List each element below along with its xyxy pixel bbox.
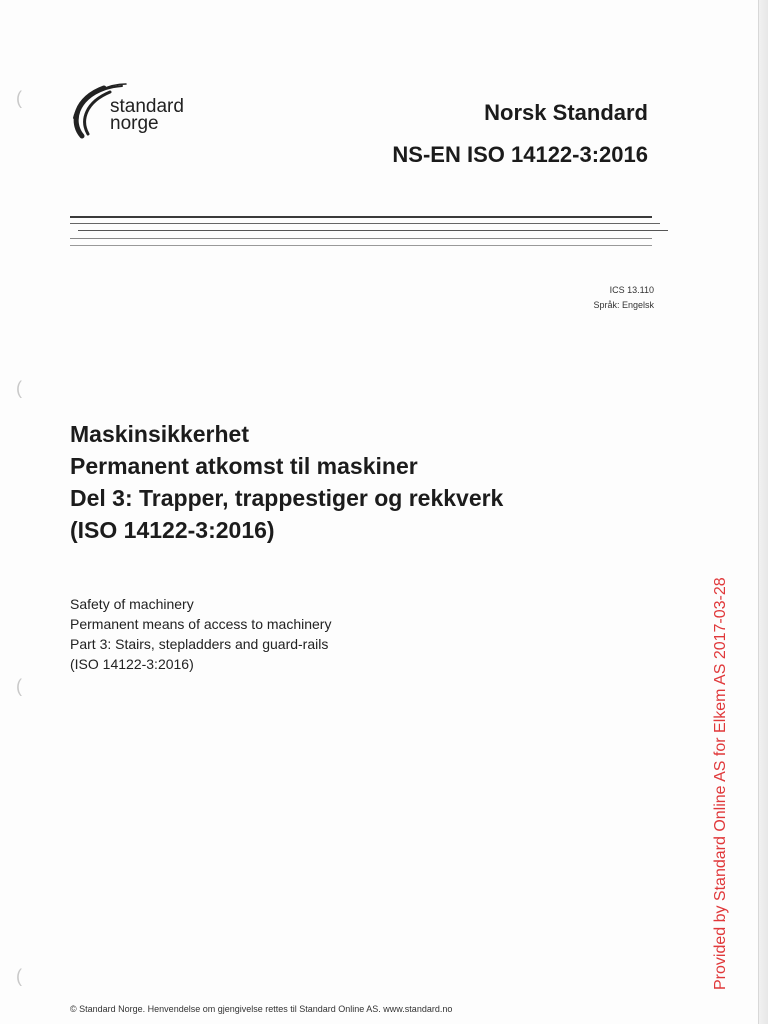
logo-line-standard: standard [110,96,184,117]
punch-hole-mark: ( [16,88,22,108]
standard-header [392,100,648,168]
punch-hole-mark: ( [16,966,22,986]
logo-line-norge: norge [110,113,159,134]
header-rule [70,245,652,246]
header-rule [70,223,660,224]
language: Språk: Engelsk [593,300,654,310]
standard-label: Norsk Standard [484,100,648,125]
title-line: Permanent atkomst til maskiner [70,453,418,479]
title-line: Safety of machinery [70,596,194,612]
standard-id: NS-EN ISO 14122-3:2016 [392,142,648,167]
title-line: Del 3: Trapper, trappestiger og rekkverk [70,485,504,511]
norwegian-title [70,418,503,546]
punch-hole-mark: ( [16,676,22,696]
header-rule [70,216,652,218]
page-edge [758,0,768,1024]
title-line: (ISO 14122-3:2016) [70,656,194,672]
logo-wordmark [110,98,184,132]
english-title [70,594,331,674]
title-line: Maskinsikkerhet [70,421,249,447]
header-rule [78,230,668,231]
metadata-block [593,283,654,313]
punch-hole-mark: ( [16,378,22,398]
provenance-stamp: Provided by Standard Online AS for Elkem AS 2017-03-28 [712,577,729,990]
title-line: Permanent means of access to machinery [70,616,332,632]
copyright-footer: © Standard Norge. Henvendelse om gjengivelse rettes til Standard Online AS. www.standard.no [70,1004,453,1014]
ics-code: ICS 13.110 [609,285,654,295]
header-rule [70,238,652,239]
title-line: (ISO 14122-3:2016) [70,517,275,543]
title-line: Part 3: Stairs, stepladders and guard-rails [70,636,329,652]
